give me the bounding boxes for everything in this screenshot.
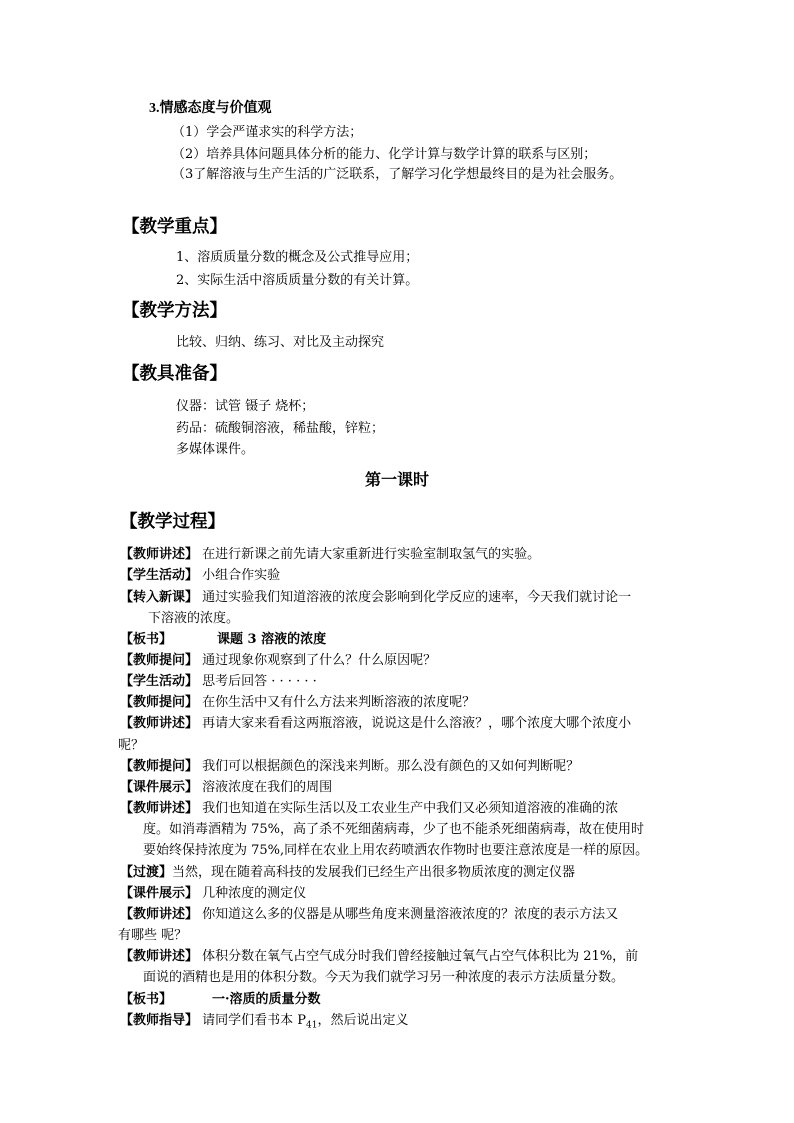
methods-text: 比较、归纳、练习、对比及主动探究 — [176, 335, 385, 350]
row-text: 体积分数在氧气占空气成分时我们曾经接触过氧气占空气体积比为 21%，前 — [198, 949, 639, 964]
row-tag: 【转入新课】 — [120, 590, 199, 605]
row-text: 你知道这么多的仪器是从哪些角度来测量溶液浓度的？浓度的表示方法又 — [198, 907, 619, 922]
section3-title — [149, 97, 272, 117]
row-tag: 【教师提问】 — [120, 695, 199, 710]
row-text: 当然，现在随着高科技的发展我们已经生产出很多物质浓度的测定仪器 — [172, 865, 576, 880]
row-tag: 【教师提问】 — [120, 759, 199, 774]
process-row — [120, 586, 631, 605]
row-tag: 【板书】 — [120, 632, 173, 647]
process-row — [120, 776, 332, 795]
process-row — [120, 988, 321, 1007]
row-text: 课题 3 溶液的浓度 — [217, 632, 327, 647]
process-row-continuation — [143, 839, 648, 858]
row-tag: 【过渡】 — [120, 865, 173, 880]
row-text: 几种浓度的测定仪 — [198, 886, 307, 901]
row-tag: 【教师讲述】 — [120, 949, 199, 964]
process-row — [120, 649, 436, 668]
row-tag: 【教师讲述】 — [120, 716, 199, 731]
row-text: 要始终保持浓度为 75%,同样在农业上用农药喷洒农作物时也要注意浓度是一样的原因。 — [143, 843, 649, 858]
key-point-2: 2、实际生活中溶质质量分数的有关计算。 — [176, 273, 419, 288]
row-text: 通过实验我们知道溶液的浓度会影响到化学反应的速率，今天我们就讨论一 — [198, 590, 632, 605]
row-text: 再请大家来看看这两瓶溶液，说说这是什么溶液？，哪个浓度大哪个浓度小 — [198, 716, 632, 731]
row-tag: 【课件展示】 — [120, 886, 199, 901]
process-row-continuation — [148, 607, 239, 626]
row-text: 小组合作实验 — [198, 568, 281, 583]
process-heading: 【教学过程】 — [120, 512, 225, 532]
process-row — [120, 543, 540, 562]
row-text: 面说的酒精也是用的体积分数。今天为我们就学习另一种浓度的表示方法质量分数。 — [143, 970, 625, 985]
key-point-1: 1、溶质质量分数的概念及公式推导应用； — [176, 250, 419, 265]
process-row — [120, 691, 475, 710]
lesson-title: 第一课时 — [364, 470, 429, 489]
row-tag: 【教师讲述】 — [120, 801, 199, 816]
process-row — [120, 712, 631, 731]
key-points-heading: 【教学重点】 — [122, 217, 227, 237]
process-row-continuation — [118, 734, 144, 753]
row-text: 通过现象你观察到了什么？什么原因呢？ — [198, 653, 437, 668]
methods-heading: 【教学方法】 — [122, 301, 227, 321]
process-row — [120, 1009, 409, 1031]
row-tag: 【教师指导】 — [120, 1013, 199, 1028]
section3-item-2: （2）培养具体问题具体分析的能力、化学计算与数学计算的联系与区别； — [172, 147, 597, 162]
row-text: 我们可以根据颜色的深浅来判断。那么没有颜色的又如何判断呢？ — [198, 759, 580, 774]
row-tag: 【板书】 — [120, 992, 173, 1007]
section3-item-3: （3了解溶液与生产生活的广泛联系，了解学习化学想最终目的是为社会服务。 — [172, 167, 623, 182]
row-tag: 【学生活动】 — [120, 674, 199, 689]
section3-number: 3. — [149, 101, 160, 116]
process-row — [120, 797, 618, 816]
process-row — [120, 755, 579, 774]
process-row — [120, 670, 317, 689]
row-tag: 【课件展示】 — [120, 780, 199, 795]
row-text: 度。如消毒酒精为 75%，高了杀不死细菌病毒，少了也不能杀死细菌病毒，故在使用时 — [143, 822, 645, 837]
tools-heading: 【教具准备】 — [122, 364, 227, 384]
process-row-continuation — [143, 966, 624, 985]
row-text: 请同学们看书本 P — [198, 1013, 307, 1028]
process-row-continuation — [118, 924, 187, 943]
process-row — [120, 903, 618, 922]
tools-item-1: 仪器：试管 镊子 烧杯； — [176, 399, 315, 414]
process-row — [120, 882, 306, 901]
process-row-continuation — [143, 818, 644, 837]
row-text: 呢？ — [118, 738, 145, 753]
row-tag: 【教师讲述】 — [120, 907, 199, 922]
row-tag: 【教师提问】 — [120, 653, 199, 668]
process-row — [120, 945, 638, 964]
row-text: 下溶液的浓度。 — [148, 611, 240, 626]
row-text: 我们也知道在实际生活以及工农业生产中我们又必须知道溶液的准确的浓 — [198, 801, 619, 816]
row-text: 有哪些 呢？ — [118, 928, 188, 943]
process-row — [120, 564, 280, 583]
row-text: ，然后说出定义 — [317, 1013, 409, 1028]
row-text: 思考后回答 · · · · · · — [198, 674, 317, 689]
process-row — [120, 628, 326, 647]
process-row — [120, 861, 575, 880]
row-text: 溶液浓度在我们的周围 — [198, 780, 333, 795]
page-subscript: 41 — [306, 1020, 318, 1031]
tools-item-2: 药品：硫酸铜溶液，稀盐酸，锌粒； — [176, 421, 385, 436]
row-tag: 【学生活动】 — [120, 568, 199, 583]
section3-title-text: 情感态度与价值观 — [159, 100, 272, 116]
row-tag: 【教师讲述】 — [120, 547, 199, 562]
row-text: 在你生活中又有什么方法来判断溶液的浓度呢？ — [198, 695, 476, 710]
section3-item-1: （1）学会严谨求实的科学方法； — [172, 125, 363, 140]
tools-item-3: 多媒体课件。 — [176, 442, 255, 457]
row-text: 一·溶质的质量分数 — [212, 992, 321, 1007]
row-text: 在进行新课之前先请大家重新进行实验室制取氢气的实验。 — [198, 547, 541, 562]
